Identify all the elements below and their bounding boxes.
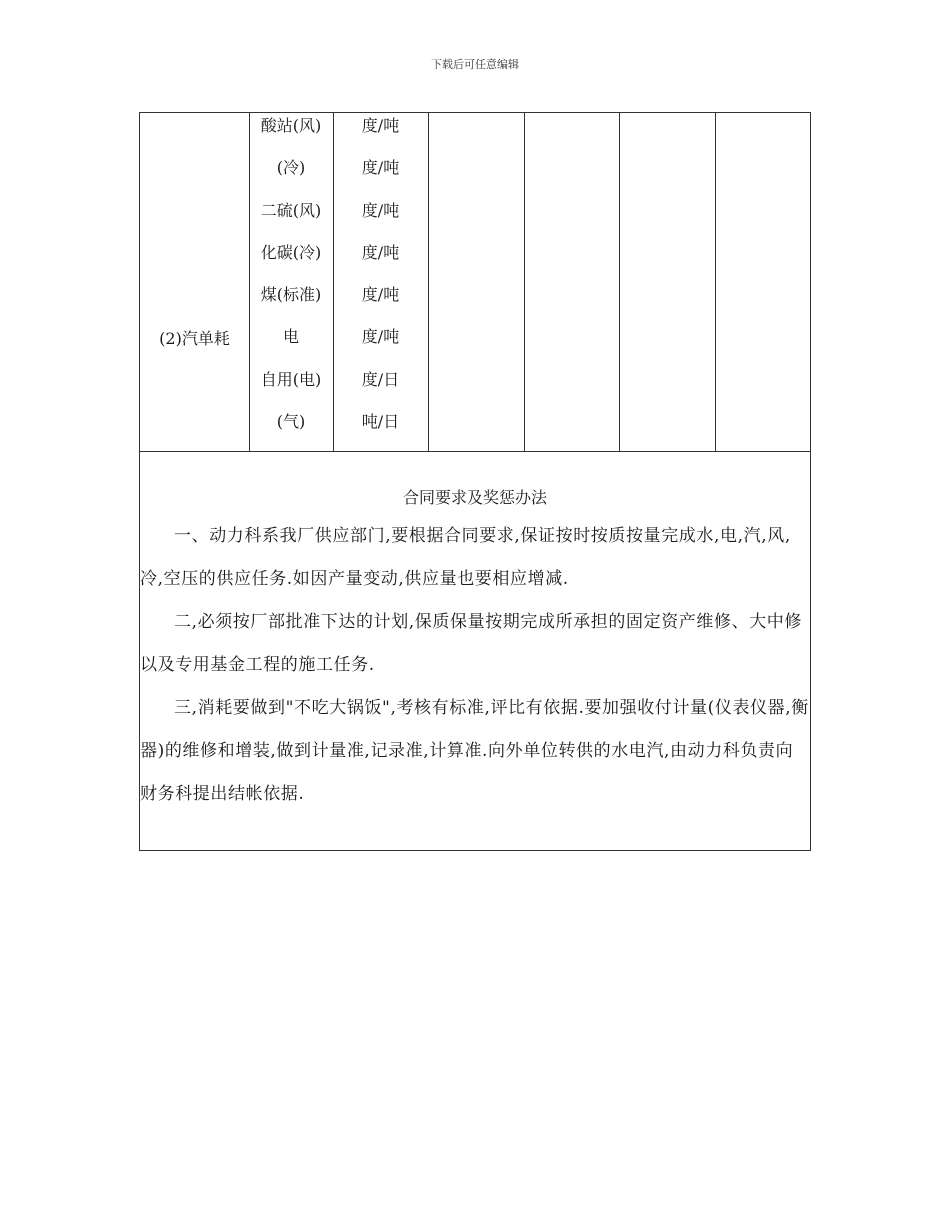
item-cell: (冷) (276, 158, 306, 178)
header-note: 下载后可任意编辑 (431, 58, 519, 71)
item-cell: 自用(电) (260, 369, 322, 389)
unit-cell: 吨/日 (361, 412, 400, 432)
item-cell: 化碳(冷) (260, 242, 322, 262)
consumption-table (139, 112, 811, 851)
column-divider (715, 113, 716, 451)
paragraph: 一、动力科系我厂供应部门,要根据合同要求,保证按时按质按量完成水,电,汽,风,冷,空压的供应任务.如因产量变动,供应量也要相应增减. (140, 526, 791, 589)
unit-cell: 度/吨 (361, 242, 400, 262)
unit-cell: 度/吨 (361, 200, 400, 220)
column-divider (428, 113, 429, 451)
paragraph: 三,消耗要做到"不吃大锅饭",考核有标准,评比有依据.要加强收付计量(仪表仪器,衡器)的维修和增装,做到计量准,记录准,计算准.向外单位转供的水电汽,由动力科负责向财务科提出结帐依据. (140, 698, 809, 804)
item-cell: 二硫(风) (260, 200, 322, 220)
items-column (249, 113, 333, 443)
item-cell: 煤(标准) (260, 285, 322, 305)
table-top-section (140, 113, 810, 452)
units-column (333, 113, 428, 443)
unit-cell: 度/吨 (361, 285, 400, 305)
section-title: 合同要求及奖惩办法 (402, 488, 547, 507)
category-label: (2)汽单耗 (159, 329, 230, 348)
column-divider (524, 113, 525, 451)
item-cell: 电 (282, 327, 299, 347)
column-divider (619, 113, 620, 451)
unit-cell: 度/日 (361, 369, 400, 389)
unit-cell: 度/吨 (361, 158, 400, 178)
item-cell: (气) (276, 412, 306, 432)
paragraph: 二,必须按厂部批准下达的计划,保质保量按期完成所承担的固定资产维修、大中修以及专用基金工程的施工任务. (140, 612, 803, 675)
unit-cell: 度/吨 (361, 327, 400, 347)
item-cell: 酸站(风) (260, 116, 322, 135)
unit-cell: 度/吨 (361, 116, 400, 135)
